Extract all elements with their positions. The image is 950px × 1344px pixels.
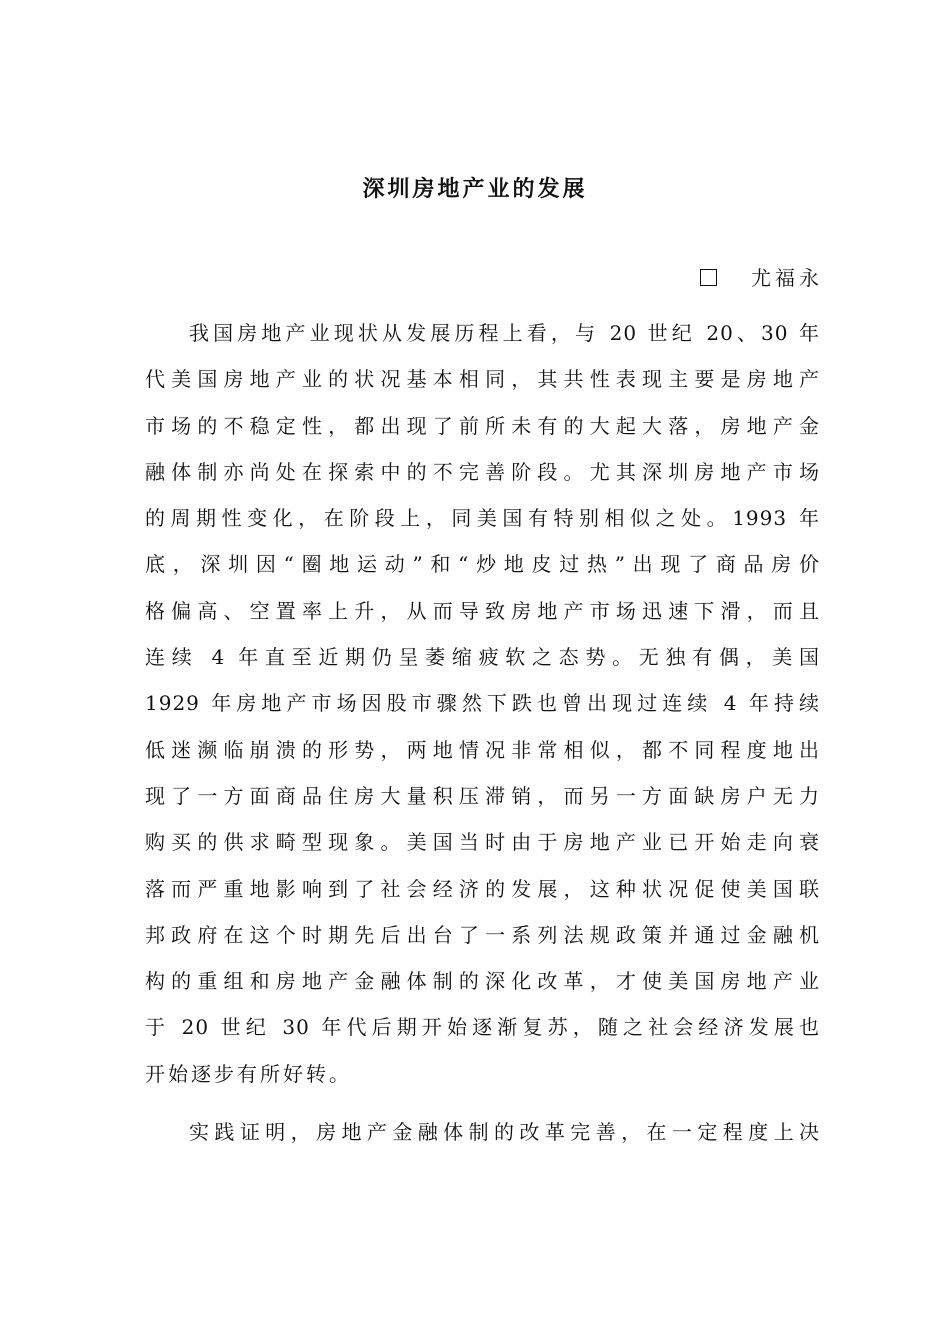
text-line: 购买的供求畸型现象。美国当时由于房地产业已开始走向衰 (145, 830, 820, 855)
article-title: 深圳房地产业的发展 (362, 177, 588, 202)
text-line: 我国房地产业现状从发展历程上看，与 20 世纪 20、30 年 (189, 321, 820, 345)
text-line: 连续 4 年直至近期仍呈萎缩疲软之态势。无独有偶，美国 (145, 645, 820, 670)
text-line: 构的重组和房地产金融体制的深化改革，才使美国房地产业 (145, 969, 820, 994)
author-name: 尤福永 (751, 266, 823, 290)
text-line: 低迷濒临崩溃的形势，两地情况非常相似，都不同程度地出 (145, 737, 820, 762)
text-line: 落而严重地影响到了社会经济的发展，这种状况促使美国联 (145, 876, 820, 901)
text-line: 于 20 世纪 30 年代后期开始逐渐复苏，随之社会经济发展也 (145, 1015, 820, 1040)
text-line: 开始逐步有所好转。 (145, 1061, 352, 1086)
text-line: 代美国房地产业的状况基本相同，其共性表现主要是房地产 (145, 367, 820, 392)
text-line: 现了一方面商品住房大量积压滞销，而另一方面缺房户无力 (145, 783, 820, 808)
author-line (690, 262, 823, 291)
paragraph (145, 1109, 820, 1155)
text-line: 格偏高、空置率上升，从而导致房地产市场迅速下滑，而且 (145, 598, 820, 623)
text-line: 1929 年房地产市场因股市骤然下跌也曾出现过连续 4 年持续 (145, 691, 820, 716)
text-line: 融体制亦尚处在探索中的不完善阶段。尤其深圳房地产市场 (145, 459, 820, 484)
text-line: 的周期性变化，在阶段上，同美国有特别相似之处。1993 年 (145, 506, 820, 531)
square-bullet-icon (700, 269, 717, 286)
article-body (145, 310, 820, 1155)
text-line: 实践证明，房地产金融体制的改革完善，在一定程度上决 (189, 1120, 820, 1145)
text-line: 邦政府在这个时期先后出台了一系列法规政策并通过金融机 (145, 922, 820, 947)
text-line: 市场的不稳定性，都出现了前所未有的大起大落，房地产金 (145, 413, 820, 438)
text-line: 底，深圳因“圈地运动”和“炒地皮过热”出现了商品房价 (145, 552, 820, 577)
paragraph (145, 310, 820, 1097)
